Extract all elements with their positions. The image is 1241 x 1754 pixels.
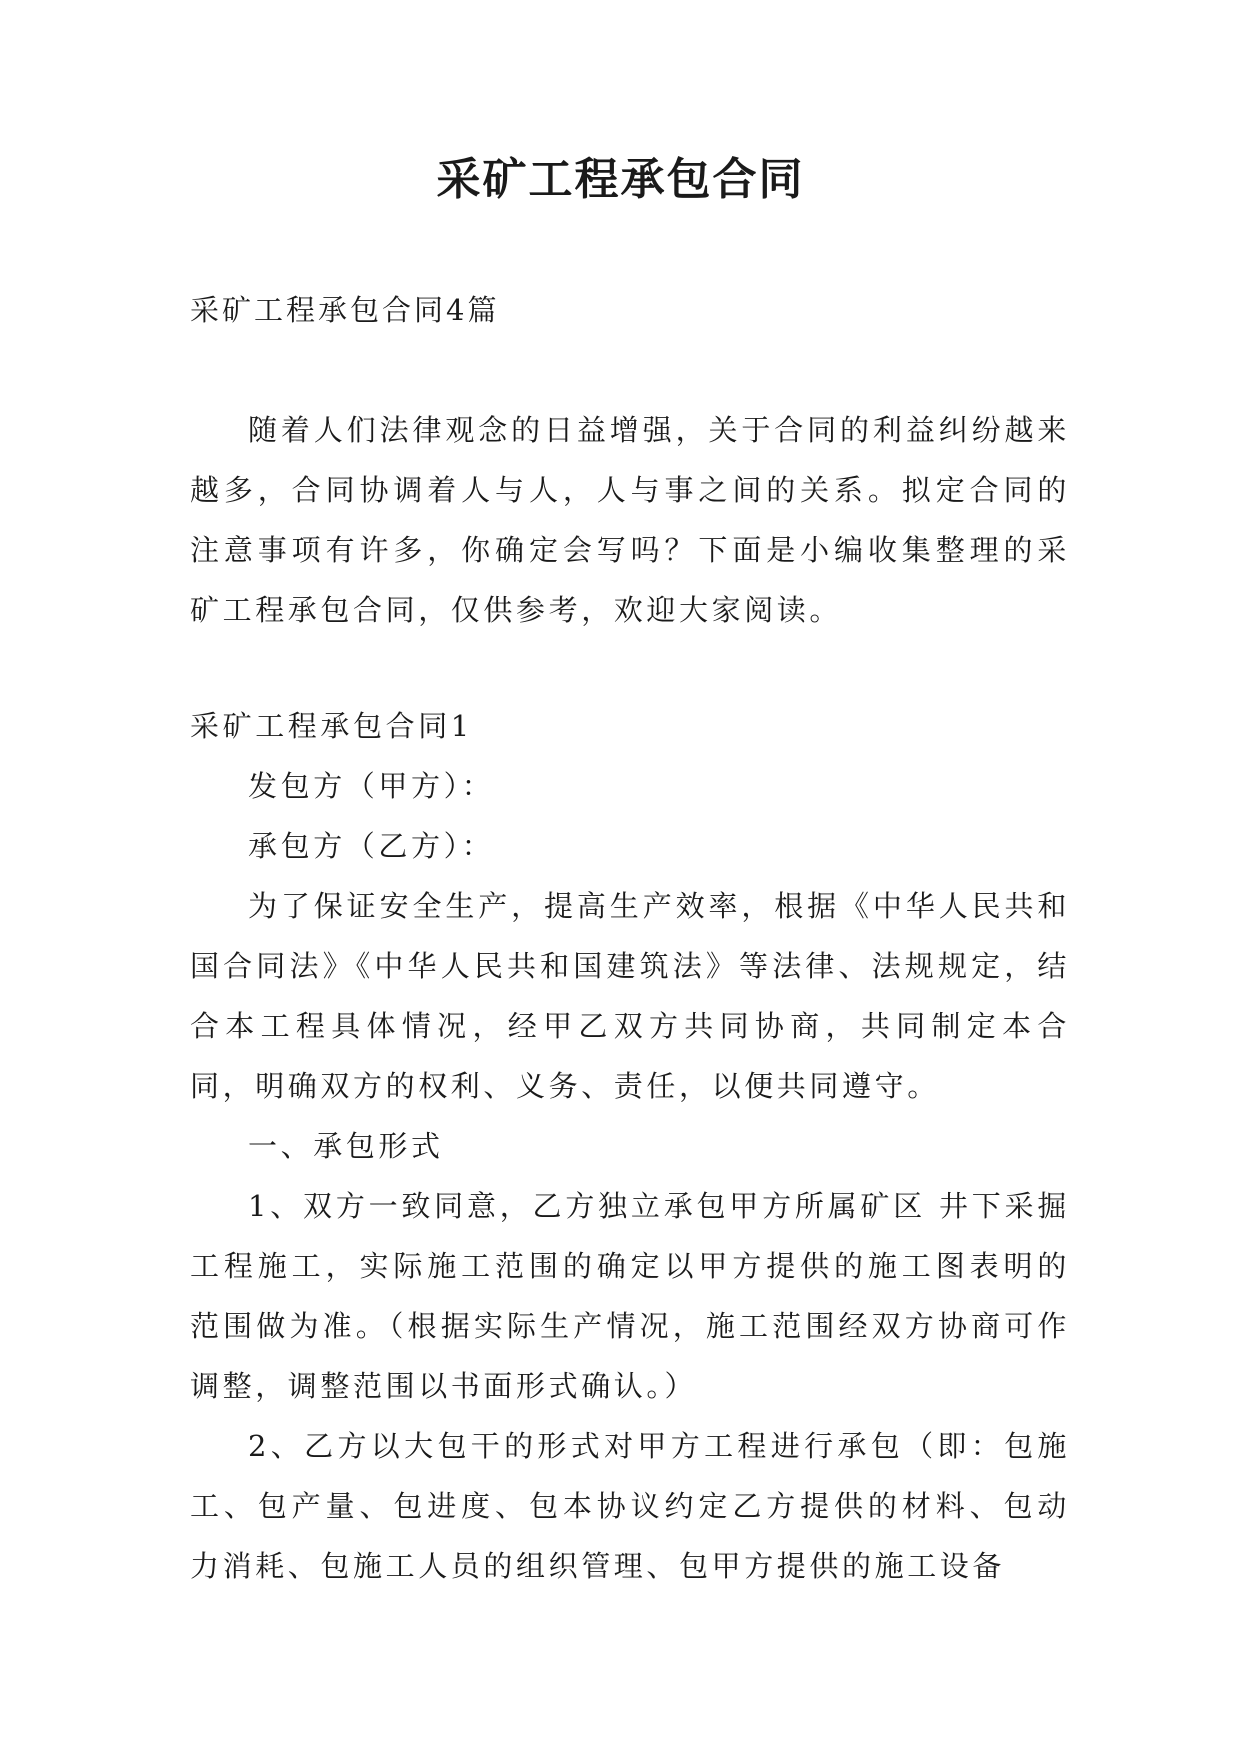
document-subtitle: 采矿工程承包合同4篇 — [190, 293, 500, 327]
party-b-line: 承包方（乙方）： — [248, 829, 495, 863]
party-a-line: 发包方（甲方）： — [248, 769, 495, 803]
intro-paragraph: 随着人们法律观念的日益增强，关于合同的利益纠纷越来越多，合同协调着人与人，人与事之间的关系。拟定合同的注意事项有许多，你确定会写吗？下面是小编收集整理的采矿工程承包合同，仅供参考，欢迎大家阅读。 — [190, 413, 1070, 627]
section-heading: 采矿工程承包合同1 — [190, 709, 473, 743]
clause-1-paragraph: 1、双方一致同意，乙方独立承包甲方所属矿区 井下采掘工程施工，实际施工范围的确定以甲方提供的施工图表明的范围做为准。（根据实际生产情况，施工范围经双方协商可作调整，调整范围以书面形式确认。） — [190, 1189, 1070, 1403]
intro-block — [190, 400, 1070, 640]
purpose-paragraph: 为了保证安全生产，提高生产效率，根据《中华人民共和国合同法》《中华人民共和国建筑法》等法律、法规规定，结合本工程具体情况，经甲乙双方共同协商，共同制定本合同，明确双方的权利、义务、责任，以便共同遵守。 — [190, 889, 1070, 1103]
document-title: 采矿工程承包合同 — [436, 154, 805, 205]
clause-2-paragraph: 2、乙方以大包干的形式对甲方工程进行承包（即：包施工、包产量、包进度、包本协议约定乙方提供的材料、包动力消耗、包施工人员的组织管理、包甲方提供的施工设备 — [190, 1429, 1070, 1583]
clause-heading: 一、承包形式 — [248, 1129, 444, 1163]
contract-body — [190, 696, 1070, 1596]
